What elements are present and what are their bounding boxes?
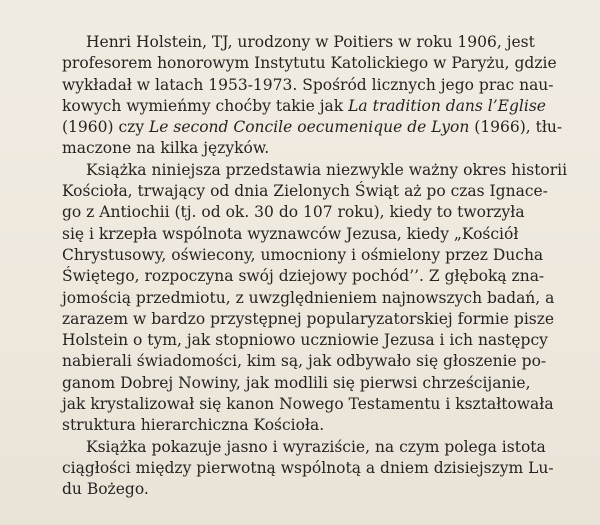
text-run: kowych wymieńmy choćby takie jak [62,96,349,115]
text-run: Świętego, rozpoczyna swój dziejowy pochód’’. Z głęboką zna- [62,267,545,286]
text-run: ganom Dobrej Nowiny, jak modlili się pierwsi chrześcijanie, [62,373,531,392]
text-line [62,351,572,372]
text-run: ciągłości między pierwotną wspólnotą a dniem dzisiejszym Lu- [62,458,554,477]
text-line [62,32,572,53]
text-line [62,160,572,181]
text-run: (1966), tłu- [469,118,563,137]
text-run: nabierali świadomości, kim są, jak odbywało się głoszenie po- [62,352,547,371]
description-text-block [62,32,572,501]
text-line [62,437,572,458]
text-line [62,181,572,202]
text-run: struktura hierarchiczna Kościoła. [62,416,325,435]
text-run: go z Antiochii (tj. od ok. 30 do 107 roku), kiedy to tworzyła [62,203,525,222]
text-run: Chrystusowy, oświecony, umocniony i ośmielony przez Ducha [62,245,544,264]
text-line [62,53,572,74]
text-line [62,266,572,287]
text-line [62,479,572,500]
text-run: Książka pokazuje jasno i wyraziście, na czym polega istota [86,437,546,456]
text-run: wykładał w latach 1953-1973. Spośród licznych jego prac nau- [62,75,554,94]
text-run: Książka niniejsza przedstawia niezwykle ważny okres historii [86,160,568,179]
text-line [62,245,572,266]
text-line [62,309,572,330]
text-run: du Bożego. [62,480,149,499]
text-line [62,458,572,479]
text-line [62,96,572,117]
text-line [62,117,572,138]
text-line [62,202,572,223]
text-run: Kościoła, trwający od dnia Zielonych Świąt aż po czas Ignace- [62,182,548,201]
text-run: jomością przedmiotu, z uwzględnieniem najnowszych badań, a [62,288,555,307]
paragraph-2 [62,160,572,437]
text-run: zarazem w bardzo przystępnej popularyzatorskiej formie pisze [62,309,555,328]
italic-title: Le second Concile oecumenique de Lyon [149,118,470,137]
text-line [62,330,572,351]
text-run: Henri Holstein, TJ, urodzony w Poitiers w roku 1906, jest [86,33,535,51]
text-line [62,138,572,159]
text-line [62,373,572,394]
text-run: się i krzepła wspólnota wyznawców Jezusa, kiedy „Kościół [62,224,519,243]
text-line [62,224,572,245]
text-line [62,75,572,96]
text-run: profesorem honorowym Instytutu Katolickiego w Paryżu, gdzie [62,54,557,73]
paragraph-1 [62,32,572,160]
text-run: (1960) czy [62,118,149,137]
text-line [62,394,572,415]
text-run: Holstein o tym, jak stopniowo uczniowie Jezusa i ich następcy [62,331,548,350]
paragraph-3 [62,437,572,501]
text-line [62,288,572,309]
text-run: jak krystalizował się kanon Nowego Testamentu i kształtowała [62,395,554,414]
italic-title: La tradition dans l’Eglise [348,96,546,115]
text-run: maczone na kilka języków. [62,139,270,158]
text-line [62,415,572,436]
